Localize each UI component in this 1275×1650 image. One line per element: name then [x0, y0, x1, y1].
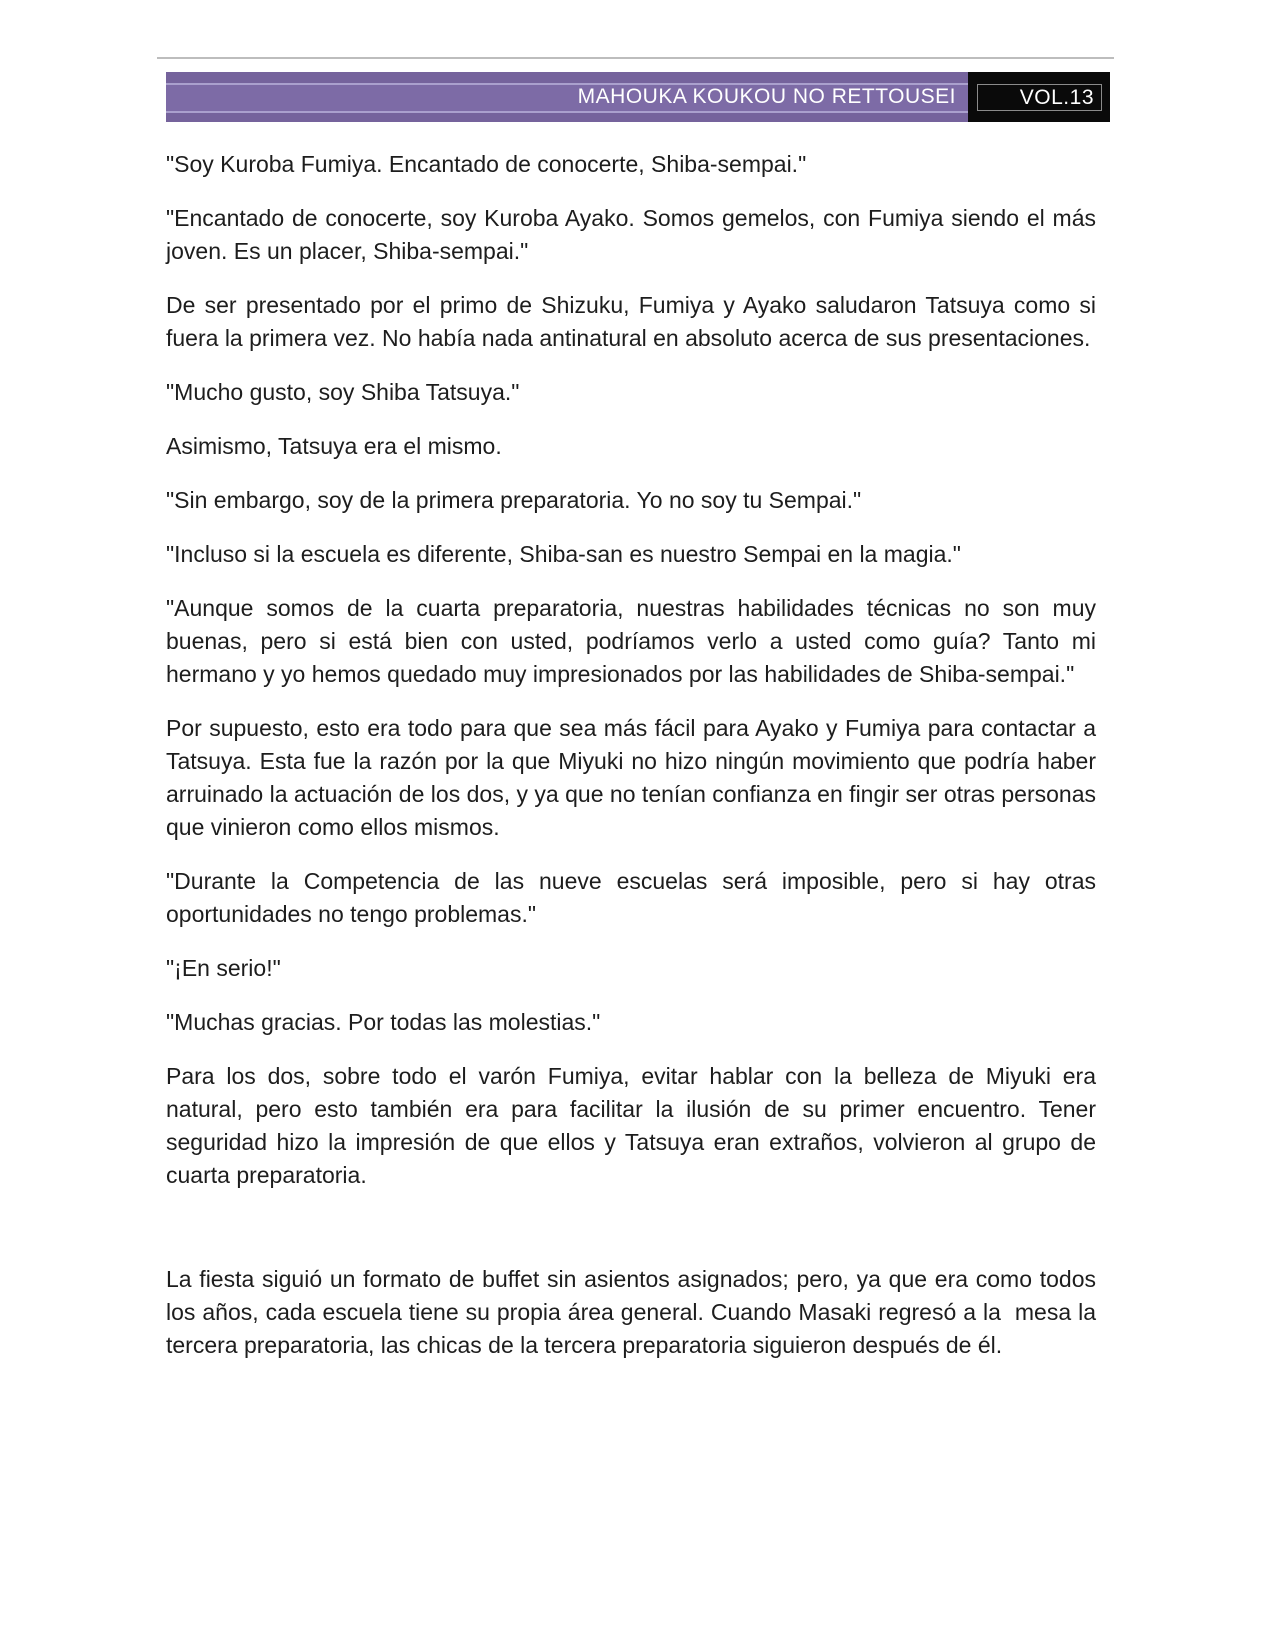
paragraph: "Aunque somos de la cuarta preparatoria, nuestras habilidades técnicas no son muy buenas, pero si está bien con usted, podríamos verlo a usted como guía? Tanto mi hermano y yo hemos quedado muy impresionados por las habilidades de Shiba-sempai." [166, 595, 1096, 687]
paragraph: "¡En serio!" [166, 955, 281, 981]
paragraph: La fiesta siguió un formato de buffet sin asientos asignados; pero, ya que era como todos los años, cada escuela tiene su propia área general. Cuando Masaki regresó a la mesa la tercera preparatoria, las chicas de la tercera preparatoria siguieron después de él. [166, 1266, 1096, 1358]
page-body-text [166, 122, 1096, 1383]
header-top-rule [157, 57, 1114, 59]
paragraph: "Durante la Competencia de las nueve escuelas será imposible, pero si hay otras oportunidades no tengo problemas." [166, 868, 1096, 927]
series-title: MAHOUKA KOUKOU NO RETTOUSEI [577, 85, 956, 108]
paragraph: De ser presentado por el primo de Shizuku, Fumiya y Ayako saludaron Tatsuya como si fuera la primera vez. No había nada antinatural en absoluto acerca de sus presentaciones. [166, 292, 1096, 351]
volume-label: VOL.13 [1019, 85, 1094, 109]
paragraph: Por supuesto, esto era todo para que sea más fácil para Ayako y Fumiya para contactar a Tatsuya. Esta fue la razón por la que Miyuki no hizo ningún movimiento que podría haber arruinado la actuación de los dos, y ya que no tenían confianza en fingir ser otras personas que vinieron como ellos mismos. [166, 715, 1096, 840]
paragraph: "Mucho gusto, soy Shiba Tatsuya." [166, 379, 520, 405]
paragraph: "Soy Kuroba Fumiya. Encantado de conocerte, Shiba-sempai." [166, 151, 807, 177]
paragraph: "Encantado de conocerte, soy Kuroba Ayako. Somos gemelos, con Fumiya siendo el más joven. Es un placer, Shiba-sempai." [166, 205, 1096, 264]
paragraph: "Sin embargo, soy de la primera preparatoria. Yo no soy tu Sempai." [166, 487, 862, 513]
paragraph: "Incluso si la escuela es diferente, Shiba-san es nuestro Sempai en la magia." [166, 541, 961, 567]
paragraph: Para los dos, sobre todo el varón Fumiya, evitar hablar con la belleza de Miyuki era natural, pero esto también era para facilitar la ilusión de su primer encuentro. Tener seguridad hizo la impresión de que ellos y Tatsuya eran extraños, volvieron al grupo de cuarta preparatoria. [166, 1063, 1096, 1188]
paragraph: "Muchas gracias. Por todas las molestias." [166, 1009, 601, 1035]
scene-break-spacer [166, 1213, 1096, 1263]
volume-badge [968, 72, 1110, 122]
header-bar [166, 72, 968, 122]
paragraph: Asimismo, Tatsuya era el mismo. [166, 433, 502, 459]
volume-badge-frame [977, 84, 1102, 111]
